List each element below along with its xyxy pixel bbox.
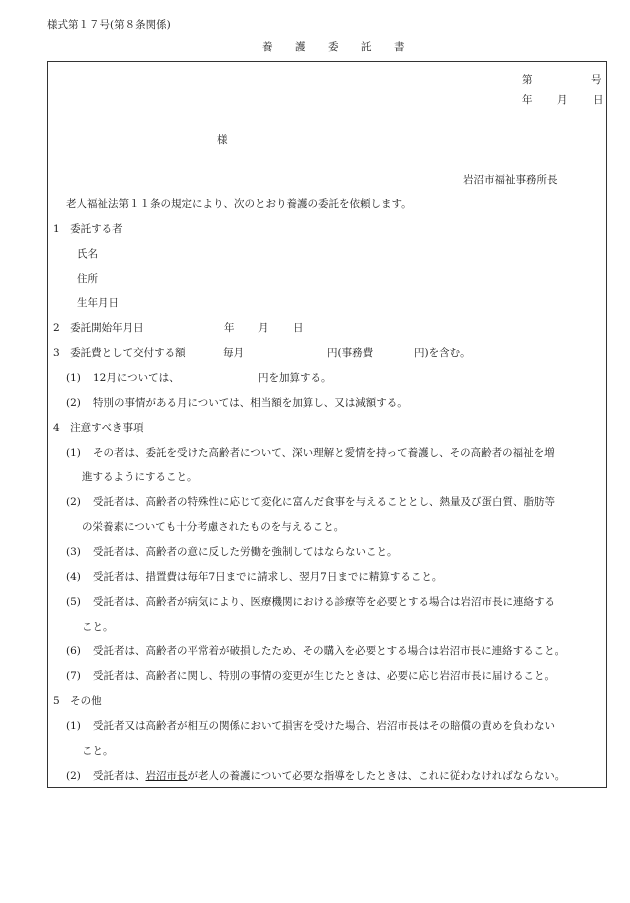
addressee-sama: 様 <box>217 134 228 146</box>
s4-item-line: 受託者は、高齢者の意に反した労働を強制してはならないこと。 <box>93 546 398 558</box>
s5-item2-post: が老人の養護について必要な指導をしたときは、これに従わなければならない。 <box>187 770 566 782</box>
s4-item-line: 受託者は、高齢者の平常着が破損したため、その購入を必要とする場合は岩沼市長に連絡すること。 <box>93 645 566 657</box>
s4-item-line: 進するようにすること。 <box>82 471 198 483</box>
s5-item1-line: こと。 <box>82 745 114 757</box>
section-1-heading: 1 委託する者 <box>53 223 123 235</box>
s4-item-num: (1) <box>66 447 81 459</box>
s5-item1-num: (1) <box>66 720 81 732</box>
start-year: 年 <box>224 322 235 334</box>
s4-item-line: 受託者は、高齢者に関し、特別の事情の変更が生じたときは、必要に応じ岩沼市長に届けること。 <box>93 670 555 682</box>
start-month: 月 <box>258 322 269 334</box>
s4-item-num: (2) <box>66 496 81 508</box>
s4-item-line: その者は、委託を受けた高齢者について、深い理解と愛情を持って養護し、その高齢者の福祉を増 <box>93 447 555 459</box>
intro-text: 老人福祉法第１１条の規定により、次のとおり養護の委託を依頼します。 <box>66 198 412 210</box>
s4-item-num: (4) <box>66 571 81 583</box>
s4-item-line: 受託者は、高齢者が病気により、医療機関における診療等を必要とする場合は岩沼市長に連絡する <box>93 596 555 608</box>
s5-item2-num: (2) <box>66 770 81 782</box>
s5-item2-pre: 受託者は、 <box>93 770 146 782</box>
form-number: 様式第１７号(第８条関係) <box>47 19 171 31</box>
s4-item-num: (5) <box>66 596 81 608</box>
document-title: 養 護 委 託 書 <box>262 41 411 53</box>
s5-item1-line: 受託者又は高齢者が相互の関係において損害を受けた場合、岩沼市長はその賠償の責めを負わない <box>93 720 555 732</box>
s4-item-line: 受託者は、高齢者の特殊性に応じて変化に富んだ食事を与えることとし、熱量及び蛋白質、脂肪等 <box>93 496 555 508</box>
s5-item2-line <box>93 769 565 783</box>
field-name-label: 氏名 <box>77 248 98 260</box>
s3-item1-num: (1) <box>66 372 81 384</box>
date-day: 日 <box>593 94 604 106</box>
s4-item-line: 受託者は、措置費は毎年7日までに請求し、翌月7日までに精算すること。 <box>93 571 443 583</box>
date-month: 月 <box>557 94 568 106</box>
doc-number-go: 号 <box>591 74 602 86</box>
s4-item-line: こと。 <box>82 621 114 633</box>
section-2-heading: 2 委託開始年月日 <box>53 322 144 334</box>
s4-item-num: (3) <box>66 546 81 558</box>
s3-item2-num: (2) <box>66 397 81 409</box>
issuer: 岩沼市福祉事務所長 <box>463 174 558 186</box>
s3-item1-text-b: 円を加算する。 <box>258 372 332 384</box>
s4-item-line: の栄養素についても十分考慮されたものを与えること。 <box>82 521 345 533</box>
s3-item2-text: 特別の事情がある月については、相当額を加算し、又は減額する。 <box>93 397 408 409</box>
section-3-heading: 3 委託費として交付する額 <box>53 347 186 359</box>
s4-item-num: (7) <box>66 670 81 682</box>
doc-number-dai: 第 <box>522 74 533 86</box>
field-birthdate-label: 生年月日 <box>77 297 119 309</box>
s5-item2-underlined: 岩沼市長 <box>145 770 188 782</box>
section-5-heading: 5 その他 <box>53 695 102 707</box>
s4-item-num: (6) <box>66 645 81 657</box>
yen-office-label: 円(事務費 <box>327 347 374 359</box>
monthly-label: 毎月 <box>223 347 244 359</box>
start-day: 日 <box>293 322 304 334</box>
date-year: 年 <box>522 94 533 106</box>
section-4-heading: 4 注意すべき事項 <box>53 422 144 434</box>
yen-included-label: 円)を含む。 <box>414 347 471 359</box>
field-address-label: 住所 <box>77 273 98 285</box>
s3-item1-text-a: 12月については、 <box>93 372 180 384</box>
